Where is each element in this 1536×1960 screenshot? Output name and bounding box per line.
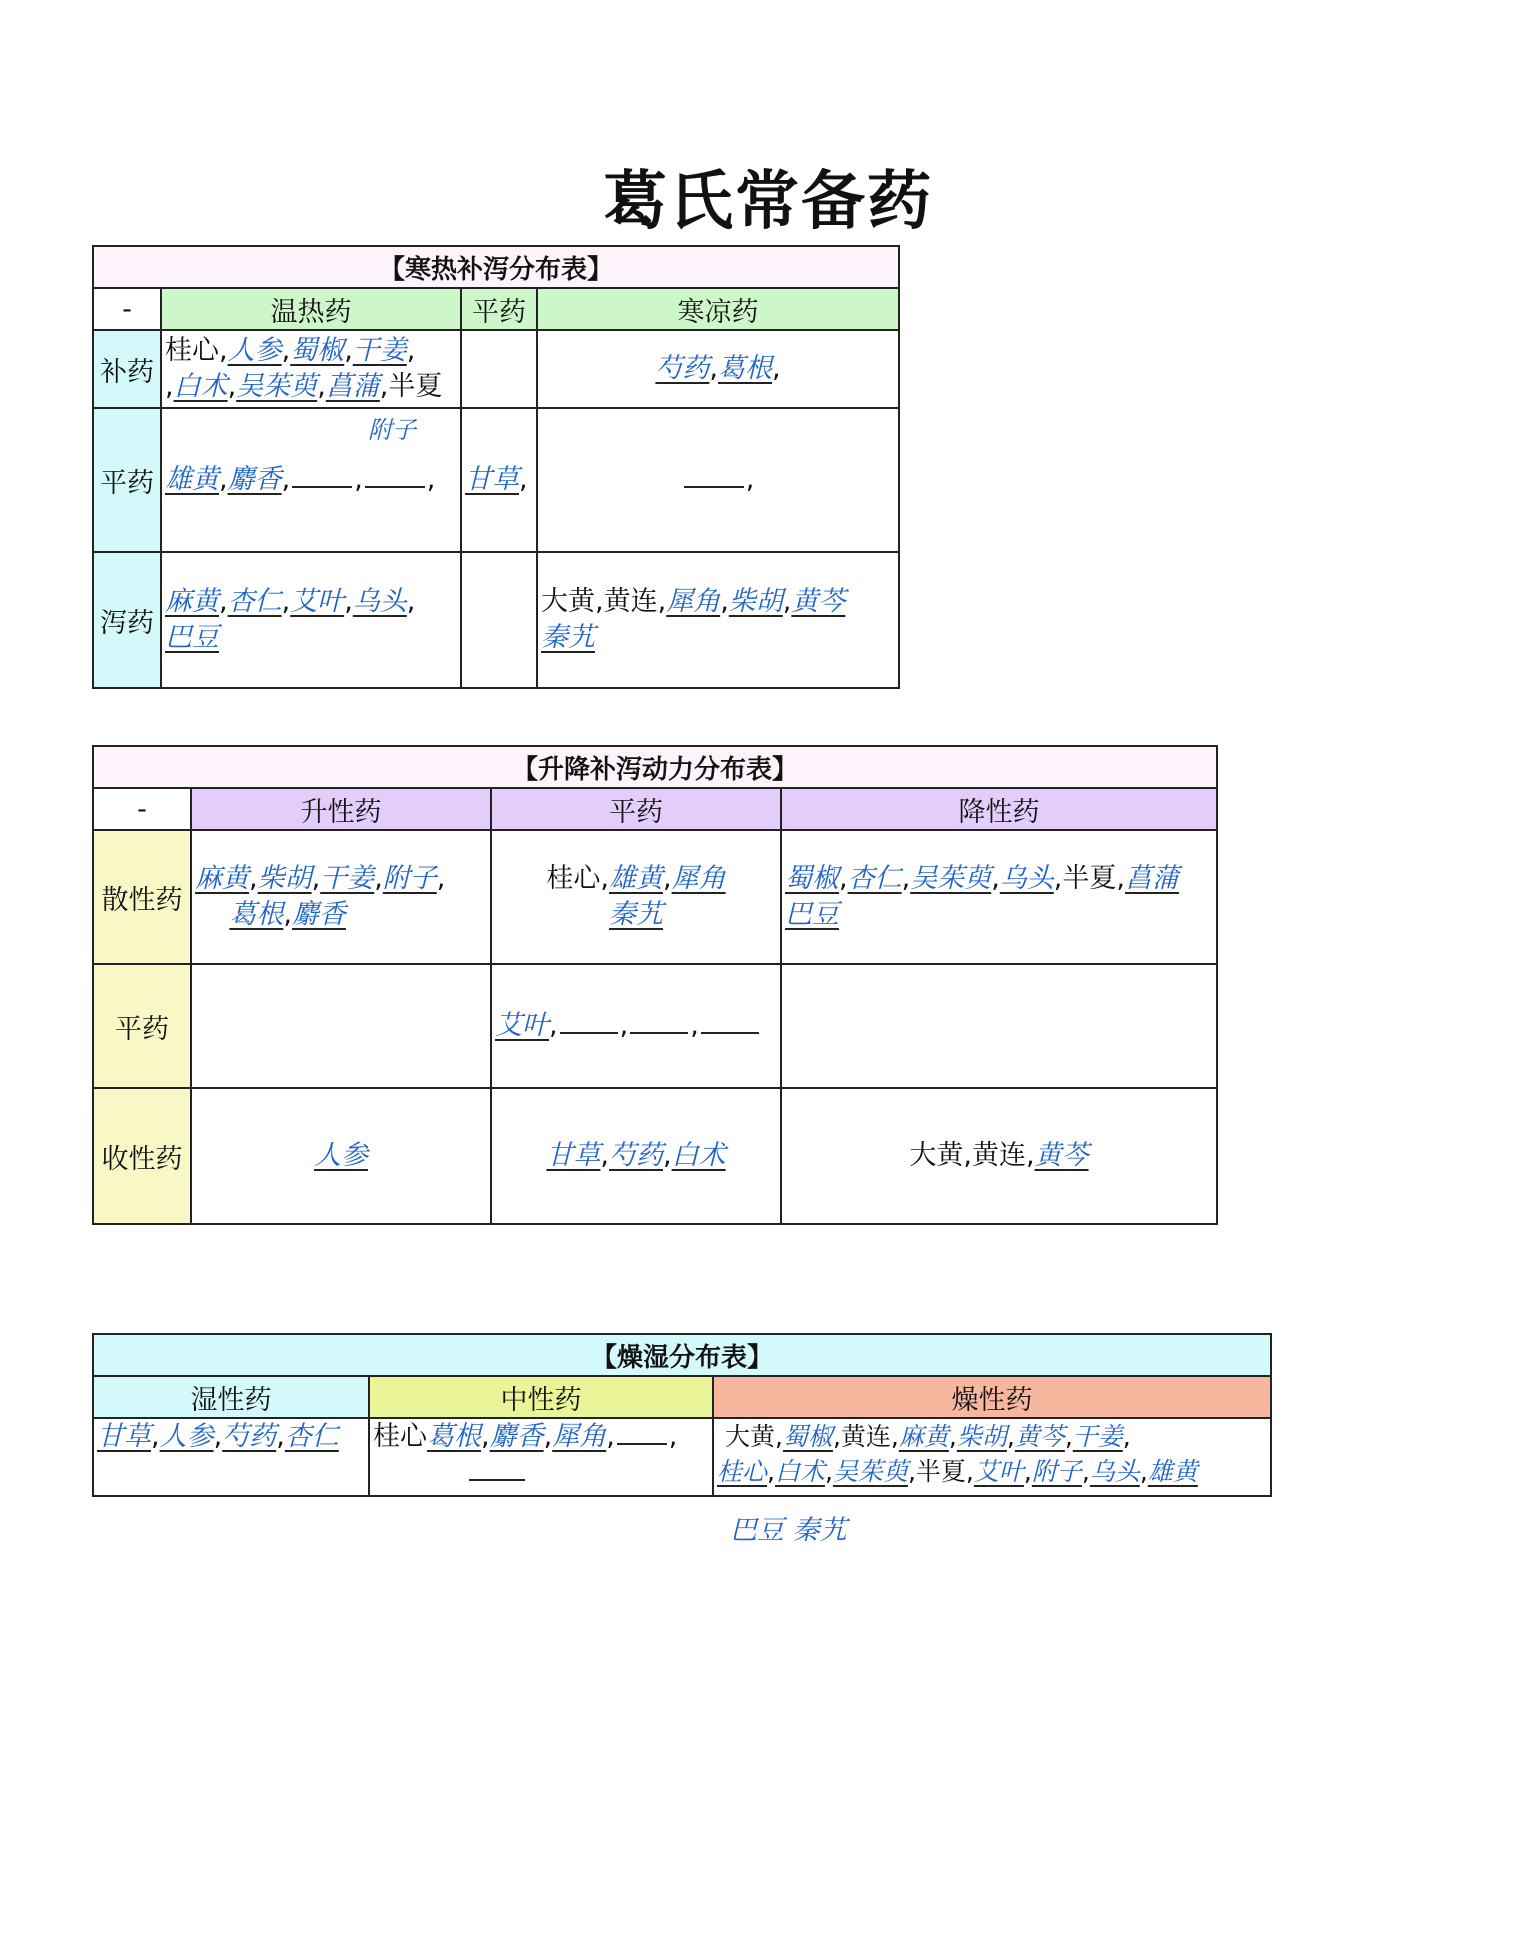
printed-herb: 半夏 bbox=[388, 371, 443, 402]
handwritten-note: 附子 bbox=[368, 416, 416, 444]
handwritten-herb: 雄黄 bbox=[609, 863, 663, 894]
handwritten-herb: 杏仁 bbox=[847, 863, 902, 894]
handwritten-herb: 吴茱萸 bbox=[910, 863, 992, 894]
table-caption: 【寒热补泻分布表】 bbox=[93, 246, 899, 288]
handwritten-herb: 白术 bbox=[671, 1140, 726, 1171]
cell-neutral-descend bbox=[781, 964, 1217, 1088]
cell-astringent-ascend bbox=[191, 1088, 491, 1224]
row-header-purge: 泻药 bbox=[93, 552, 161, 688]
cell-astringent-neutral: 甘草,芍药,白术 bbox=[491, 1088, 781, 1224]
handwritten-herb: 柴胡 bbox=[956, 1422, 1007, 1451]
cell-dispersing-ascend: 麻黄,柴胡,干姜,附子, 葛根,麝香 bbox=[191, 830, 491, 964]
row-header-neutral: 平药 bbox=[93, 964, 191, 1088]
handwritten-herb: 乌头 bbox=[999, 863, 1054, 894]
handwritten-herb: 芍药 bbox=[655, 353, 710, 384]
handwritten-herb: 吴茱萸 bbox=[832, 1457, 908, 1486]
printed-herb: 桂心 bbox=[546, 863, 601, 894]
col-header-descend: 降性药 bbox=[781, 788, 1217, 830]
handwritten-note: 巴豆 秦艽 bbox=[730, 1515, 847, 1546]
handwritten-herb: 葛根 bbox=[718, 353, 772, 384]
handwritten-herb: 菖蒲 bbox=[325, 371, 380, 402]
printed-herb: 桂心 bbox=[373, 1421, 427, 1452]
handwritten-herb: 芍药 bbox=[222, 1421, 277, 1452]
ascend-descend-table bbox=[92, 745, 1218, 1225]
handwritten-herb: 桂心 bbox=[717, 1457, 768, 1486]
blank-line bbox=[560, 1010, 618, 1034]
col-header-neutral: 平药 bbox=[491, 788, 781, 830]
cell-tonify-cold: 芍药,葛根, bbox=[537, 330, 899, 408]
handwritten-herb: 附子 bbox=[382, 863, 437, 894]
handwritten-herb: 雄黄 bbox=[165, 464, 219, 495]
page-title: 葛氏常备药 bbox=[603, 165, 933, 239]
col-header-dry: 燥性药 bbox=[713, 1376, 1271, 1418]
handwritten-herb: 麻黄 bbox=[195, 863, 249, 894]
handwritten-herb: 黄芩 bbox=[1014, 1422, 1065, 1451]
handwritten-herb: 犀角 bbox=[671, 863, 726, 894]
handwritten-herb: 麝香 bbox=[291, 899, 346, 930]
handwritten-herb: 白术 bbox=[774, 1457, 825, 1486]
handwritten-herb: 人参 bbox=[227, 335, 282, 366]
printed-herb: 大黄,黄连 bbox=[541, 586, 658, 617]
handwritten-herb: 蜀椒 bbox=[785, 863, 839, 894]
cell-neutral-neutral: 甘草, bbox=[461, 408, 537, 552]
blank-line bbox=[469, 1457, 525, 1481]
cell-dry: 大黄,蜀椒,黄连,麻黄,柴胡,黄芩,干姜, 桂心,白术,吴茱萸,半夏,艾叶,附子,乌头,雄黄 bbox=[713, 1418, 1271, 1496]
blank-line bbox=[630, 1010, 688, 1034]
handwritten-herb: 葛根 bbox=[229, 899, 284, 930]
handwritten-herb: 杏仁 bbox=[227, 586, 282, 617]
handwritten-herb: 秦艽 bbox=[541, 622, 595, 653]
printed-herb: 黄连 bbox=[840, 1422, 891, 1451]
handwritten-herb: 杏仁 bbox=[284, 1421, 339, 1452]
blank-line bbox=[617, 1421, 667, 1445]
cell-tonify-neutral bbox=[461, 330, 537, 408]
cold-heat-table bbox=[92, 245, 900, 689]
corner-cell: - bbox=[93, 288, 161, 330]
handwritten-herb: 干姜 bbox=[352, 335, 407, 366]
handwritten-herb: 黄芩 bbox=[1034, 1140, 1089, 1171]
handwritten-herb: 菖蒲 bbox=[1124, 863, 1179, 894]
handwritten-herb: 犀角 bbox=[552, 1421, 607, 1452]
col-header-neutral: 平药 bbox=[461, 288, 537, 330]
handwritten-herb: 白术 bbox=[173, 371, 228, 402]
printed-herb: 半夏 bbox=[1062, 863, 1117, 894]
handwritten-herb: 人参 bbox=[159, 1421, 214, 1452]
handwritten-herb: 吴茱萸 bbox=[236, 371, 318, 402]
handwritten-herb: 人参 bbox=[314, 1140, 368, 1171]
col-header-warm: 温热药 bbox=[161, 288, 461, 330]
corner-cell: - bbox=[93, 788, 191, 830]
handwritten-herb: 乌头 bbox=[352, 586, 407, 617]
handwritten-herb: 艾叶 bbox=[290, 586, 345, 617]
handwritten-herb: 蜀椒 bbox=[290, 335, 345, 366]
handwritten-herb: 巴豆 bbox=[165, 622, 219, 653]
col-header-neutral: 中性药 bbox=[369, 1376, 713, 1418]
blank-line bbox=[292, 464, 352, 488]
handwritten-herb: 麝香 bbox=[227, 464, 282, 495]
handwritten-herb: 附子 bbox=[1031, 1457, 1082, 1486]
blank-line bbox=[701, 1010, 759, 1034]
cell-neutral-cold: , bbox=[537, 408, 899, 552]
handwritten-herb: 柴胡 bbox=[257, 863, 312, 894]
printed-herb: 大黄 bbox=[724, 1422, 775, 1451]
cell-purge-warm: 麻黄,杏仁,艾叶,乌头, 巴豆 bbox=[161, 552, 461, 688]
handwritten-herb: 甘草 bbox=[97, 1421, 151, 1452]
handwritten-herb: 秦艽 bbox=[609, 899, 663, 930]
handwritten-herb: 甘草 bbox=[465, 464, 519, 495]
dry-damp-table bbox=[92, 1333, 1272, 1497]
cell-neutral: 桂心葛根,麝香,犀角, , bbox=[369, 1418, 713, 1496]
cell-neutral-warm: 雄黄,麝香, , , bbox=[161, 408, 461, 552]
handwritten-herb: 干姜 bbox=[320, 863, 375, 894]
printed-herb: 大黄,黄连 bbox=[909, 1140, 1026, 1171]
col-header-damp: 湿性药 bbox=[93, 1376, 369, 1418]
handwritten-herb: 艾叶 bbox=[973, 1457, 1024, 1486]
printed-herb: 半夏 bbox=[915, 1457, 966, 1486]
row-header-neutral: 平药 bbox=[93, 408, 161, 552]
handwritten-herb: 葛根 bbox=[427, 1421, 481, 1452]
col-header-ascend: 升性药 bbox=[191, 788, 491, 830]
blank-line bbox=[684, 464, 744, 488]
handwritten-herb: 黄芩 bbox=[791, 586, 846, 617]
cell-tonify-warm: 桂心,人参,蜀椒,干姜, ,白术,吴茱萸,菖蒲,半夏 bbox=[161, 330, 461, 408]
handwritten-herb: 艾叶 bbox=[495, 1010, 549, 1041]
handwritten-herb: 犀角 bbox=[666, 586, 721, 617]
printed-herb: 桂心 bbox=[165, 335, 219, 366]
row-header-astringent: 收性药 bbox=[93, 1088, 191, 1224]
handwritten-herb: 甘草 bbox=[546, 1140, 601, 1171]
row-header-tonify: 补药 bbox=[93, 330, 161, 408]
cell-purge-neutral bbox=[461, 552, 537, 688]
cell-astringent-descend: 大黄,黄连,黄芩 bbox=[781, 1088, 1217, 1224]
handwritten-herb: 巴豆 bbox=[785, 899, 839, 930]
handwritten-herb: 芍药 bbox=[609, 1140, 663, 1171]
cell-dispersing-neutral: 桂心,雄黄,犀角 秦艽 bbox=[491, 830, 781, 964]
handwritten-herb: 乌头 bbox=[1089, 1457, 1140, 1486]
col-header-cold: 寒凉药 bbox=[537, 288, 899, 330]
handwritten-herb: 麻黄 bbox=[165, 586, 219, 617]
handwritten-herb: 雄黄 bbox=[1147, 1457, 1198, 1486]
handwritten-herb: 干姜 bbox=[1072, 1422, 1123, 1451]
cell-neutral-ascend bbox=[191, 964, 491, 1088]
handwritten-herb: 蜀椒 bbox=[782, 1422, 833, 1451]
cell-dispersing-descend: 蜀椒,杏仁,吴茱萸,乌头,半夏,菖蒲 巴豆 bbox=[781, 830, 1217, 964]
cell-neutral-neutral: 艾叶, , , bbox=[491, 964, 781, 1088]
handwritten-herb: 麝香 bbox=[489, 1421, 544, 1452]
row-header-dispersing: 散性药 bbox=[93, 830, 191, 964]
table-caption: 【燥湿分布表】 bbox=[93, 1334, 1271, 1376]
blank-line bbox=[365, 464, 425, 488]
handwritten-herb: 柴胡 bbox=[728, 586, 783, 617]
cell-damp: 甘草,人参,芍药,杏仁 bbox=[93, 1418, 369, 1496]
table-caption: 【升降补泻动力分布表】 bbox=[93, 746, 1217, 788]
handwritten-herb: 麻黄 bbox=[898, 1422, 949, 1451]
cell-purge-cold: 大黄,黄连,犀角,柴胡,黄芩 秦艽 bbox=[537, 552, 899, 688]
